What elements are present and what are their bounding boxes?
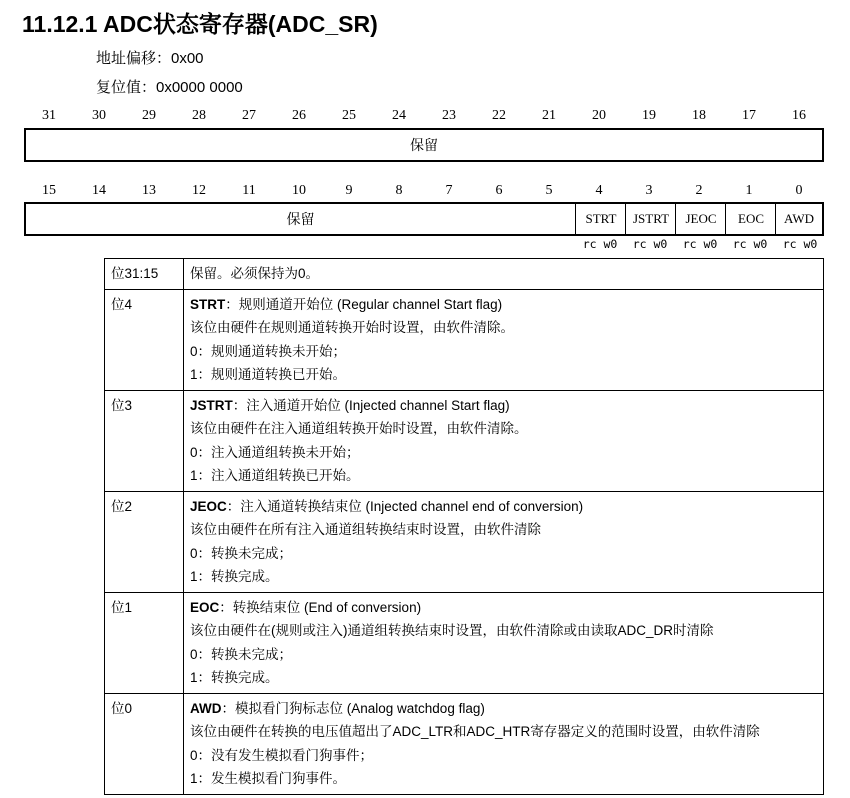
- bit-description: [184, 259, 824, 290]
- bit-description-table: [104, 258, 824, 795]
- bit-number: 3: [645, 183, 653, 198]
- bit-description: [184, 592, 824, 693]
- bit-number: 4: [595, 183, 603, 198]
- desc-line: 该位由硬件在注入通道组转换开始时设置，由软件清除。: [190, 421, 528, 436]
- bit-number: 7: [445, 183, 453, 198]
- table-row: [105, 390, 824, 491]
- table-row: [105, 491, 824, 592]
- bit-number: 21: [542, 108, 556, 123]
- bit-number: 8: [395, 183, 403, 198]
- page-title: 11.12.1 ADC状态寄存器(ADC_SR): [22, 11, 378, 37]
- bit-number: 11: [242, 183, 256, 198]
- bit-number: 25: [342, 108, 356, 123]
- high-bit-numbers: [24, 108, 824, 126]
- desc-line: 0：转换未完成；: [190, 545, 293, 561]
- bit-label: 位0: [105, 693, 184, 794]
- desc-line: 保留。必须保持为0。: [190, 266, 320, 281]
- access-type: rc w0: [782, 237, 818, 251]
- bit-number: 23: [442, 108, 456, 123]
- reserved-low-field: 保留: [286, 211, 315, 227]
- bit-number: 29: [142, 108, 156, 123]
- field-strt: STRT: [575, 204, 626, 234]
- bit-number: 17: [742, 108, 756, 123]
- desc-line: 1：发生模拟看门狗事件。: [190, 771, 347, 786]
- reset-value: 复位值：0x0000 0000: [96, 79, 243, 96]
- bit-number: 22: [492, 108, 506, 123]
- address-offset: 地址偏移：0x00: [96, 50, 204, 67]
- desc-line: 该位由硬件在(规则或注入)通道组转换结束时设置，由软件清除或由读取ADC_DR时清除: [190, 623, 714, 638]
- bit-number: 6: [495, 183, 503, 198]
- desc-line: 1：注入通道组转换已开始。: [190, 468, 360, 483]
- desc-heading: [190, 697, 817, 721]
- bit-number: 13: [142, 183, 156, 198]
- bit-label: 位3: [105, 390, 184, 491]
- access-type: rc w0: [582, 237, 618, 251]
- bit-number: 24: [392, 108, 406, 123]
- field-name: EOC: [190, 599, 220, 615]
- desc-heading: [190, 394, 817, 418]
- table-row: [105, 693, 824, 794]
- bit-label: 位4: [105, 289, 184, 390]
- field-summary: ：模拟看门狗标志位 (Analog watchdog flag): [221, 700, 485, 716]
- access-type: rc w0: [632, 237, 668, 251]
- desc-heading: [190, 495, 817, 519]
- access-type: rc w0: [732, 237, 768, 251]
- field-name: JEOC: [190, 498, 227, 514]
- desc-line: 0：没有发生模拟看门狗事件；: [190, 747, 374, 763]
- bit-label: 位2: [105, 491, 184, 592]
- desc-line: 0：转换未完成；: [190, 646, 293, 662]
- bit-description: [184, 390, 824, 491]
- bit-label: 位31:15: [105, 259, 184, 290]
- bit-label: 位1: [105, 592, 184, 693]
- bit-number: 0: [795, 183, 803, 198]
- field-name: AWD: [190, 700, 222, 716]
- bit-number: 18: [692, 108, 706, 123]
- desc-line: 1：转换完成。: [190, 670, 279, 685]
- field-summary: ：转换结束位 (End of conversion): [219, 599, 422, 615]
- bit-number: 28: [192, 108, 206, 123]
- bit-number: 5: [545, 183, 553, 198]
- field-summary: ：规则通道开始位 (Regular channel Start flag): [225, 296, 503, 312]
- low-bit-numbers: [24, 183, 824, 201]
- field-eoc: EOC: [725, 204, 776, 234]
- desc-heading: [190, 596, 817, 620]
- desc-line: 1：转换完成。: [190, 569, 279, 584]
- field-name: STRT: [190, 296, 226, 312]
- bit-number: 10: [292, 183, 306, 198]
- reserved-high-field: 保留: [410, 137, 438, 153]
- table-row: [105, 289, 824, 390]
- bit-number: 31: [42, 108, 56, 123]
- desc-line: 1：规则通道转换已开始。: [190, 367, 347, 382]
- bit-number: 30: [92, 108, 106, 123]
- field-jstrt: JSTRT: [625, 204, 676, 234]
- register-high-half: [24, 128, 824, 162]
- bit-number: 26: [292, 108, 306, 123]
- bit-number: 2: [695, 183, 703, 198]
- bit-number: 15: [42, 183, 56, 198]
- desc-line: 该位由硬件在转换的电压值超出了ADC_LTR和ADC_HTR寄存器定义的范围时设置，由软件清除: [190, 724, 760, 739]
- desc-heading: [190, 293, 817, 317]
- bit-number: 20: [592, 108, 606, 123]
- bit-number: 9: [345, 183, 353, 198]
- table-row: [105, 259, 824, 290]
- bit-number: 14: [92, 183, 106, 198]
- field-summary: ：注入通道转换结束位 (Injected channel end of conversion): [226, 498, 584, 514]
- table-row: [105, 592, 824, 693]
- access-type: rc w0: [682, 237, 718, 251]
- desc-line: 0：注入通道组转换未开始；: [190, 444, 360, 460]
- field-awd: AWD: [775, 204, 822, 234]
- bit-number: 27: [242, 108, 256, 123]
- bit-number: 12: [192, 183, 206, 198]
- bit-number: 1: [745, 183, 753, 198]
- bit-description: [184, 693, 824, 794]
- bit-number: 16: [792, 108, 806, 123]
- desc-line: 该位由硬件在所有注入通道组转换结束时设置，由软件清除: [190, 522, 541, 537]
- bit-description: [184, 289, 824, 390]
- desc-line: 0：规则通道转换未开始；: [190, 343, 347, 359]
- bit-description: [184, 491, 824, 592]
- field-jeoc: JEOC: [675, 204, 726, 234]
- field-summary: ：注入通道开始位 (Injected channel Start flag): [232, 397, 510, 413]
- bit-number: 19: [642, 108, 656, 123]
- desc-line: 该位由硬件在规则通道转换开始时设置，由软件清除。: [190, 320, 514, 335]
- field-name: JSTRT: [190, 397, 233, 413]
- register-low-half: [24, 202, 824, 236]
